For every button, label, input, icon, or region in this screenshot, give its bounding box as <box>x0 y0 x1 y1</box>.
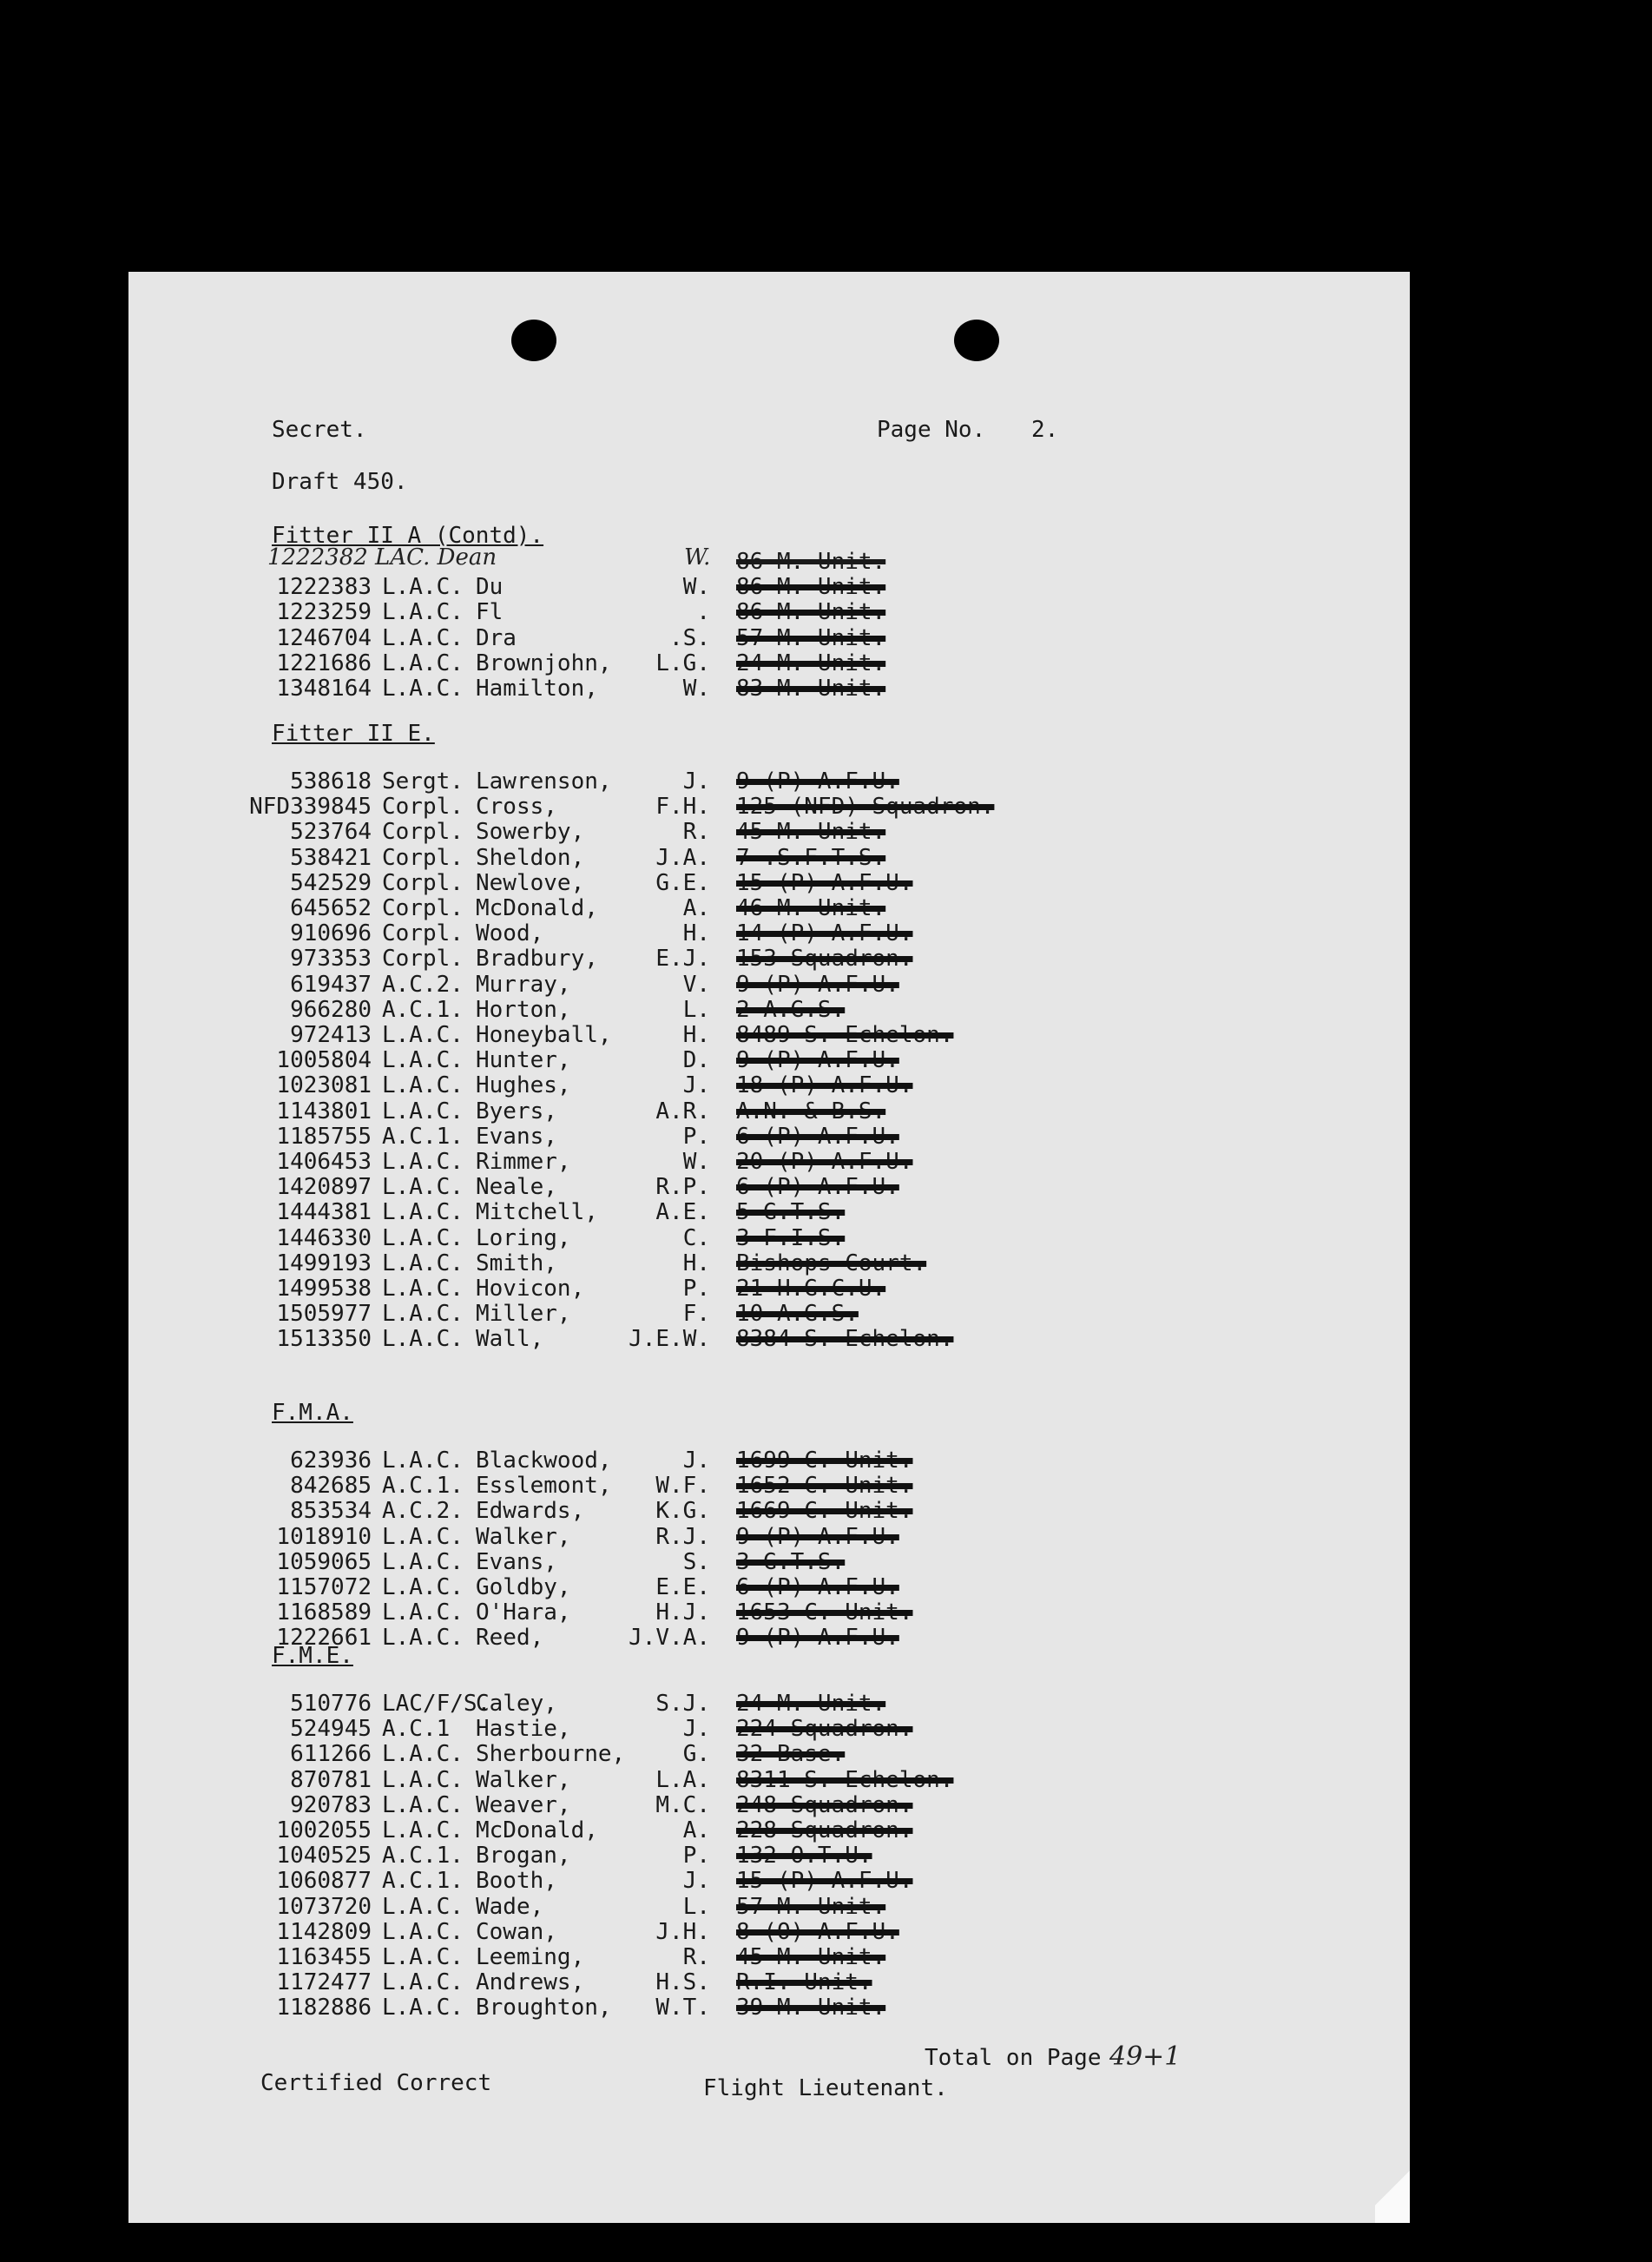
surname: Cowan, <box>476 1918 557 1945</box>
initials: R. <box>682 1944 710 1970</box>
initials: J. <box>682 1448 710 1474</box>
service-number: 966280 <box>290 996 372 1023</box>
initials: J. <box>682 1072 710 1099</box>
service-number: 1059065 <box>276 1548 372 1575</box>
total-label: Total on Page <box>925 2045 1102 2071</box>
initials: L. <box>682 1893 710 1920</box>
surname: Wall, <box>476 1326 544 1353</box>
surname: Esslemont, <box>476 1473 612 1500</box>
service-number: 1002055 <box>276 1817 372 1843</box>
unit-struck: 24 M. Unit. <box>736 1691 886 1717</box>
initials: M.C. <box>655 1791 710 1818</box>
rank: L.A.C. <box>382 1741 464 1768</box>
unit-struck: 1669 C. Unit. <box>736 1498 913 1525</box>
service-number: 510776 <box>290 1691 372 1717</box>
service-number: 910696 <box>290 920 372 947</box>
surname: Brownjohn, <box>476 650 612 676</box>
draft-number: Draft 450. <box>272 469 408 495</box>
unit-struck: 46 M. Unit. <box>736 895 886 921</box>
rank: A.C.1. <box>382 1843 464 1870</box>
surname: Blackwood, <box>476 1448 612 1474</box>
surname: Leeming, <box>476 1944 585 1970</box>
rank: A.C.2. <box>382 971 464 998</box>
surname: Walker, <box>476 1766 571 1793</box>
surname: McDonald, <box>476 1817 598 1843</box>
unit-struck: 248 Squadron. <box>736 1791 913 1818</box>
surname: Dra <box>476 624 517 651</box>
rank: L.A.C. <box>382 1448 464 1474</box>
rank: Corpl. <box>382 920 464 947</box>
surname: Du <box>476 574 503 601</box>
unit-struck: 15 (P) A.F.U. <box>736 869 913 896</box>
rank: L.A.C. <box>382 624 464 651</box>
service-number: 523764 <box>290 819 372 846</box>
rank: L.A.C. <box>382 1301 464 1328</box>
service-number: 1168589 <box>276 1599 372 1626</box>
service-number: 1499538 <box>276 1276 372 1302</box>
unit-struck: 8489 S. Echelon. <box>736 1022 954 1048</box>
rank: L.A.C. <box>382 1548 464 1575</box>
service-number: 1513350 <box>276 1326 372 1353</box>
initials: F. <box>682 1301 710 1328</box>
section-title: Fitter II A (Contd). <box>272 523 544 549</box>
unit-struck: 9 (P) A.F.U. <box>736 768 899 795</box>
service-number: 1222383 <box>276 574 372 601</box>
service-number: 1444381 <box>276 1199 372 1226</box>
unit-struck: 57 M. Unit. <box>736 1893 886 1920</box>
service-number: 623936 <box>290 1448 372 1474</box>
rank: L.A.C. <box>382 599 464 626</box>
service-number: 538618 <box>290 768 372 795</box>
surname: Hunter, <box>476 1047 571 1074</box>
surname: Lawrenson, <box>476 768 612 795</box>
service-number: 870781 <box>290 1766 372 1793</box>
service-number: 853534 <box>290 1498 372 1525</box>
service-number: 645652 <box>290 895 372 921</box>
unit-struck: 6 (P) A.F.U. <box>736 1174 899 1201</box>
unit-struck: 6 (P) A.F.U. <box>736 1574 899 1600</box>
initials: J.A. <box>655 844 710 871</box>
unit-struck: 7 .S.F.T.S. <box>736 844 886 871</box>
rank: L.A.C. <box>382 1326 464 1353</box>
service-number: 1060877 <box>276 1868 372 1895</box>
service-number: 1163455 <box>276 1944 372 1970</box>
initials: P. <box>682 1843 710 1870</box>
service-number: 1223259 <box>276 599 372 626</box>
certified-correct: Certified Correct <box>260 2070 492 2096</box>
rank: L.A.C. <box>382 1022 464 1048</box>
surname: Andrews, <box>476 1969 585 1996</box>
initials: W. <box>682 1149 710 1175</box>
rank: L.A.C. <box>382 1817 464 1843</box>
unit-struck: 125 (NFD) Squadron. <box>736 794 995 821</box>
surname: Murray, <box>476 971 571 998</box>
unit-struck: 10 A.G.S. <box>736 1301 859 1328</box>
unit-struck: 8384 S. Echelon. <box>736 1326 954 1353</box>
unit-struck: 153 Squadron. <box>736 946 913 973</box>
initials: A. <box>682 895 710 921</box>
unit-struck: 9 (P) A.F.U. <box>736 1625 899 1652</box>
unit-struck: 45 M. Unit. <box>736 1944 886 1970</box>
unit-struck: 18 (P) A.F.U. <box>736 1072 913 1099</box>
section-title: F.M.E. <box>272 1643 353 1669</box>
unit-struck: 3 G.T.S. <box>736 1548 846 1575</box>
surname: Newlove, <box>476 869 585 896</box>
unit-struck: 83 M. Unit. <box>736 676 886 702</box>
rank: L.A.C. <box>382 1047 464 1074</box>
initials: W. <box>682 574 710 601</box>
initials: H. <box>682 1022 710 1048</box>
handwritten-entry: 1222382 LAC. Dean <box>267 544 497 570</box>
unit-struck: 32 Base. <box>736 1741 846 1768</box>
unit-struck: 9 (P) A.F.U. <box>736 1047 899 1074</box>
rank: L.A.C. <box>382 1149 464 1175</box>
unit-struck: 132 O.T.U. <box>736 1843 872 1870</box>
unit-struck: 3 F.I.S. <box>736 1224 846 1251</box>
service-number: 1040525 <box>276 1843 372 1870</box>
rank: L.A.C. <box>382 1995 464 2021</box>
unit-struck: 57 M. Unit. <box>736 624 886 651</box>
rank: Sergt. <box>382 768 464 795</box>
service-number: 1221686 <box>276 650 372 676</box>
initials: C. <box>682 1224 710 1251</box>
rank: L.A.C. <box>382 1276 464 1302</box>
surname: Wood, <box>476 920 544 947</box>
unit-struck: 8311 S. Echelon. <box>736 1766 954 1793</box>
unit-struck: 224 Squadron. <box>736 1716 913 1743</box>
rank: LAC/F/S. <box>382 1691 491 1717</box>
surname: Walker, <box>476 1523 571 1550</box>
classification: Secret. <box>272 417 367 443</box>
initials: F.H. <box>655 794 710 821</box>
rank: L.A.C. <box>382 1893 464 1920</box>
rank: A.C.1. <box>382 1473 464 1500</box>
surname: Hastie, <box>476 1716 571 1743</box>
rank: L.A.C. <box>382 574 464 601</box>
surname: Smith, <box>476 1250 557 1276</box>
surname: Hovicon, <box>476 1276 585 1302</box>
unit-struck: 86 M. Unit. <box>736 574 886 601</box>
initials: R.P. <box>655 1174 710 1201</box>
page-curl <box>1375 2153 1410 2223</box>
initials: W.T. <box>655 1995 710 2021</box>
service-number: 1143801 <box>276 1098 372 1124</box>
initials: . <box>696 599 710 626</box>
service-number: 972413 <box>290 1022 372 1048</box>
service-number: 542529 <box>290 869 372 896</box>
surname: Brogan, <box>476 1843 571 1870</box>
service-number: 1499193 <box>276 1250 372 1276</box>
service-number: 524945 <box>290 1716 372 1743</box>
rank: L.A.C. <box>382 1224 464 1251</box>
surname: Byers, <box>476 1098 557 1124</box>
unit-struck: 6 (P) A.F.U. <box>736 1123 899 1150</box>
handwritten-unit: 86 M. Unit. <box>736 549 886 575</box>
service-number: 1446330 <box>276 1224 372 1251</box>
surname: Caley, <box>476 1691 557 1717</box>
surname: Fl <box>476 599 503 626</box>
initials: J.H. <box>655 1918 710 1945</box>
rank: L.A.C. <box>382 676 464 702</box>
surname: Wade, <box>476 1893 544 1920</box>
surname: Sowerby, <box>476 819 585 846</box>
initials: K.G. <box>655 1498 710 1525</box>
rank: L.A.C. <box>382 1523 464 1550</box>
unit-struck: 21 H.G.C.U. <box>736 1276 886 1302</box>
surname: Broughton, <box>476 1995 612 2021</box>
initials: H.S. <box>655 1969 710 1996</box>
surname: Mitchell, <box>476 1199 598 1226</box>
rank: A.C.1 <box>382 1716 451 1743</box>
initials: H.J. <box>655 1599 710 1626</box>
surname: McDonald, <box>476 895 598 921</box>
service-number: 1005804 <box>276 1047 372 1074</box>
handwritten-initial: W. <box>684 544 711 570</box>
rank: L.A.C. <box>382 1969 464 1996</box>
rank: L.A.C. <box>382 1766 464 1793</box>
section-title: F.M.A. <box>272 1400 353 1426</box>
unit-struck: 39 M. Unit. <box>736 1995 886 2021</box>
initials: A.E. <box>655 1199 710 1226</box>
service-number: 1157072 <box>276 1574 372 1600</box>
rank: A.C.2. <box>382 1498 464 1525</box>
rank: L.A.C. <box>382 1791 464 1818</box>
initials: J.E.W. <box>629 1326 710 1353</box>
initials: J. <box>682 1716 710 1743</box>
unit-struck: 1652 C. Unit. <box>736 1473 913 1500</box>
unit-struck: 15 (P) A.F.U. <box>736 1868 913 1895</box>
service-number: 1182886 <box>276 1995 372 2021</box>
unit-struck: 14 (P) A.F.U. <box>736 920 913 947</box>
initials: D. <box>682 1047 710 1074</box>
unit-struck: 8 (O) A.F.U. <box>736 1918 899 1945</box>
surname: Loring, <box>476 1224 571 1251</box>
service-number: 1018910 <box>276 1523 372 1550</box>
service-number: 1348164 <box>276 676 372 702</box>
service-number: 1185755 <box>276 1123 372 1150</box>
service-number: 920783 <box>290 1791 372 1818</box>
unit-struck: 2 A.G.S. <box>736 996 846 1023</box>
rank: L.A.C. <box>382 650 464 676</box>
initials: A. <box>682 1817 710 1843</box>
rank: L.A.C. <box>382 1072 464 1099</box>
surname: Horton, <box>476 996 571 1023</box>
rank: L.A.C. <box>382 1944 464 1970</box>
section-title: Fitter II E. <box>272 721 435 747</box>
service-number: 1142809 <box>276 1918 372 1945</box>
initials: G. <box>682 1741 710 1768</box>
initials: A.R. <box>655 1098 710 1124</box>
unit-struck: R.I. Unit. <box>736 1969 872 1996</box>
unit-struck: 45 M. Unit. <box>736 819 886 846</box>
document-page <box>128 272 1410 2223</box>
surname: Cross, <box>476 794 557 821</box>
unit-struck: 86 M. Unit. <box>736 599 886 626</box>
rank: L.A.C. <box>382 1574 464 1600</box>
initials: E.E. <box>655 1574 710 1600</box>
rank: Corpl. <box>382 946 464 973</box>
service-number: 1406453 <box>276 1149 372 1175</box>
service-number: 611266 <box>290 1741 372 1768</box>
service-number: 619437 <box>290 971 372 998</box>
surname: Sheldon, <box>476 844 585 871</box>
surname: O'Hara, <box>476 1599 571 1626</box>
rank: L.A.C. <box>382 1250 464 1276</box>
unit-struck: 5 G.T.S. <box>736 1199 846 1226</box>
rank: A.C.1. <box>382 1123 464 1150</box>
initials: R. <box>682 819 710 846</box>
initials: J. <box>682 768 710 795</box>
rank: Corpl. <box>382 794 464 821</box>
unit-struck: 1653 C. Unit. <box>736 1599 913 1626</box>
service-number: 1023081 <box>276 1072 372 1099</box>
signature-title: Flight Lieutenant. <box>703 2075 948 2101</box>
rank: A.C.1. <box>382 1868 464 1895</box>
service-number: 973353 <box>290 946 372 973</box>
initials: R.J. <box>655 1523 710 1550</box>
unit-struck: 9 (P) A.F.U. <box>736 971 899 998</box>
service-number: 1420897 <box>276 1174 372 1201</box>
surname: Evans, <box>476 1548 557 1575</box>
initials: L. <box>682 996 710 1023</box>
unit-struck: 228 Squadron. <box>736 1817 913 1843</box>
service-number: 1505977 <box>276 1301 372 1328</box>
unit-struck: A.N. & B.S. <box>736 1098 886 1124</box>
initials: G.E. <box>655 869 710 896</box>
initials: S. <box>682 1548 710 1575</box>
surname: Hamilton, <box>476 676 598 702</box>
surname: Honeyball, <box>476 1022 612 1048</box>
unit-struck: Bishops Court. <box>736 1250 927 1276</box>
initials: L.A. <box>655 1766 710 1793</box>
surname: Reed, <box>476 1625 544 1652</box>
initials: H. <box>682 920 710 947</box>
initials: L.G. <box>655 650 710 676</box>
initials: W.F. <box>655 1473 710 1500</box>
total-value: 49+1 <box>1109 2041 1181 2072</box>
page-label: Page No. <box>877 417 986 443</box>
rank: L.A.C. <box>382 1918 464 1945</box>
rank: L.A.C. <box>382 1599 464 1626</box>
rank: Corpl. <box>382 869 464 896</box>
initials: S.J. <box>655 1691 710 1717</box>
surname: Miller, <box>476 1301 571 1328</box>
initials: V. <box>682 971 710 998</box>
surname: Goldby, <box>476 1574 571 1600</box>
service-number: 1222661 <box>276 1625 372 1652</box>
service-number: 1172477 <box>276 1969 372 1996</box>
initials: P. <box>682 1123 710 1150</box>
unit-struck: 1699 C. Unit. <box>736 1448 913 1474</box>
punch-hole <box>954 320 999 361</box>
page-number: 2. <box>1031 417 1059 443</box>
rank: A.C.1. <box>382 996 464 1023</box>
surname: Bradbury, <box>476 946 598 973</box>
initials: .S. <box>669 624 710 651</box>
service-number: NFD339845 <box>249 794 372 821</box>
rank: L.A.C. <box>382 1174 464 1201</box>
rank: L.A.C. <box>382 1625 464 1652</box>
initials: J.V.A. <box>629 1625 710 1652</box>
surname: Weaver, <box>476 1791 571 1818</box>
service-number: 1073720 <box>276 1893 372 1920</box>
surname: Edwards, <box>476 1498 585 1525</box>
initials: P. <box>682 1276 710 1302</box>
unit-struck: 24 M. Unit. <box>736 650 886 676</box>
unit-struck: 9 (P) A.F.U. <box>736 1523 899 1550</box>
rank: Corpl. <box>382 895 464 921</box>
surname: Rimmer, <box>476 1149 571 1175</box>
rank: Corpl. <box>382 819 464 846</box>
unit-struck: 20 (P) A.F.U. <box>736 1149 913 1175</box>
surname: Booth, <box>476 1868 557 1895</box>
initials: J. <box>682 1868 710 1895</box>
surname: Evans, <box>476 1123 557 1150</box>
rank: Corpl. <box>382 844 464 871</box>
service-number: 538421 <box>290 844 372 871</box>
initials: W. <box>682 676 710 702</box>
rank: L.A.C. <box>382 1098 464 1124</box>
surname: Hughes, <box>476 1072 571 1099</box>
surname: Sherbourne, <box>476 1741 626 1768</box>
rank: L.A.C. <box>382 1199 464 1226</box>
punch-hole <box>511 320 556 361</box>
initials: H. <box>682 1250 710 1276</box>
service-number: 842685 <box>290 1473 372 1500</box>
surname: Neale, <box>476 1174 557 1201</box>
service-number: 1246704 <box>276 624 372 651</box>
initials: E.J. <box>655 946 710 973</box>
